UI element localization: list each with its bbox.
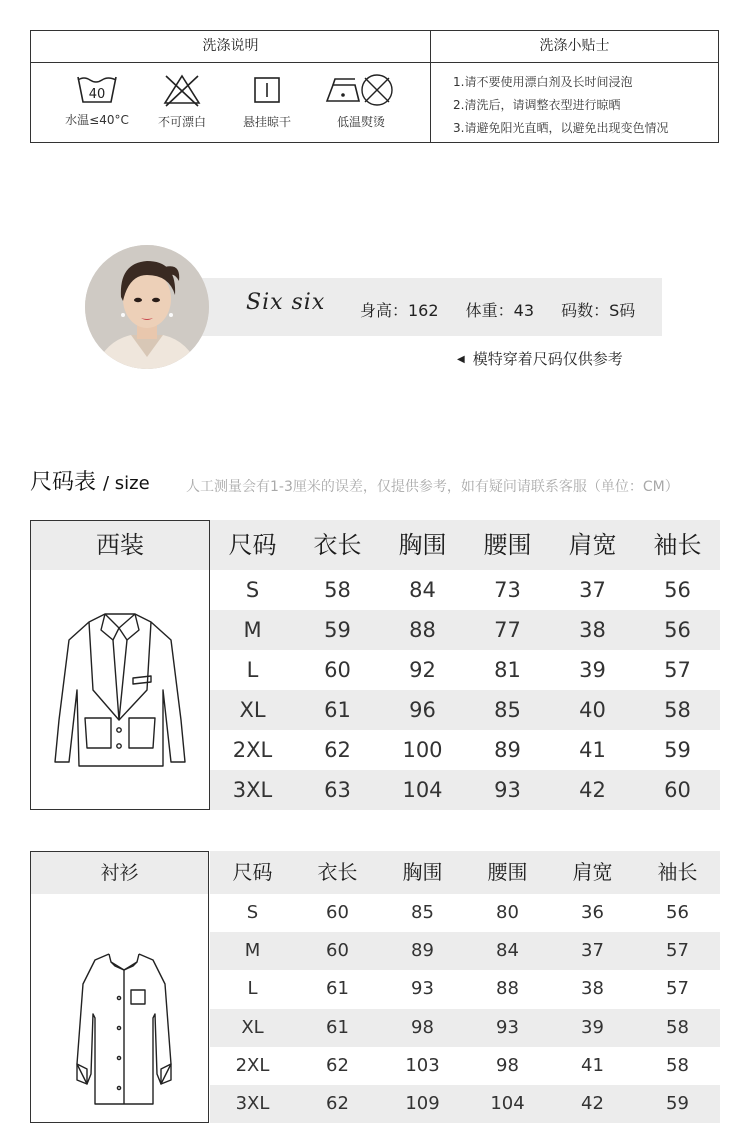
suit-header-row <box>210 520 720 570</box>
table-row <box>210 730 720 770</box>
wash-tip: 1.请不要使用漂白剂及长时间浸泡 <box>453 75 633 89</box>
table-cell: 38 <box>579 618 606 642</box>
table-cell: 88 <box>409 618 436 642</box>
table-row <box>210 970 720 1008</box>
table-cell: 61 <box>326 1016 349 1038</box>
table-cell: 39 <box>579 658 606 682</box>
table-cell: S <box>245 578 260 602</box>
table-cell: M <box>243 618 262 642</box>
model-stats <box>360 298 657 321</box>
column-header: 衣长 <box>317 860 358 884</box>
table-cell: 57 <box>666 940 689 962</box>
table-cell: 93 <box>494 778 521 802</box>
care-item-hang-dry <box>222 73 312 130</box>
table-row <box>210 650 720 690</box>
size-chart-title <box>30 465 150 496</box>
care-item-low-iron <box>316 73 406 130</box>
table-cell: 85 <box>494 698 521 722</box>
care-label-wash: 水温≤40°C <box>65 113 129 127</box>
table-cell: 57 <box>664 658 691 682</box>
table-cell: 59 <box>666 1093 689 1114</box>
table-row <box>210 570 720 610</box>
model-weight: 体重：43 <box>465 301 535 320</box>
table-cell: 3XL <box>235 1093 270 1114</box>
column-header: 肩宽 <box>572 860 613 884</box>
table-cell: 104 <box>402 778 443 802</box>
table-cell: 41 <box>579 738 606 762</box>
table-row <box>210 894 720 932</box>
wash-instructions-title: 洗涤说明 <box>31 31 430 63</box>
model-size: 码数：S码 <box>561 301 636 320</box>
table-cell: 3XL <box>232 778 273 802</box>
size-measure-note: 人工测量会有1-3厘米的误差，仅提供参考，如有疑问请联系客服（单位：CM） <box>186 479 679 495</box>
shirt-illustration <box>31 894 208 1122</box>
column-header: 胸围 <box>398 531 447 559</box>
table-cell: 39 <box>581 1016 604 1038</box>
table-cell: 77 <box>494 618 521 642</box>
shirt-header-row <box>210 851 720 894</box>
model-portrait-image <box>85 245 209 369</box>
table-cell: M <box>244 940 261 962</box>
table-cell: 60 <box>324 658 351 682</box>
shirt-category-box <box>30 851 209 1123</box>
table-row <box>210 690 720 730</box>
wash-tips-list <box>453 71 668 140</box>
table-cell: 80 <box>496 902 519 923</box>
suit-size-table <box>210 520 720 810</box>
column-header: 袖长 <box>653 531 702 559</box>
table-row <box>210 610 720 650</box>
care-instructions-panel <box>30 30 719 143</box>
table-cell: 2XL <box>232 738 273 762</box>
table-cell: 58 <box>664 698 691 722</box>
table-cell: 73 <box>494 578 521 602</box>
wash-instructions-section <box>31 31 431 142</box>
table-cell: 59 <box>324 618 351 642</box>
table-cell: 56 <box>664 578 691 602</box>
table-cell: L <box>246 658 259 682</box>
blazer-icon <box>31 570 209 809</box>
column-header: 尺码 <box>228 531 277 559</box>
care-label-hang-dry: 悬挂晾干 <box>242 115 291 129</box>
table-cell: 60 <box>326 940 349 962</box>
table-cell: XL <box>241 1016 264 1038</box>
suit-illustration <box>31 570 209 809</box>
table-cell: 84 <box>409 578 436 602</box>
table-cell: 57 <box>666 978 689 1000</box>
table-cell: 42 <box>579 778 606 802</box>
table-row <box>210 1009 720 1047</box>
table-cell: 56 <box>666 902 689 923</box>
table-row <box>210 1085 720 1123</box>
table-cell: 103 <box>405 1054 440 1076</box>
model-height: 身高：162 <box>360 301 439 320</box>
table-cell: 40 <box>579 698 606 722</box>
table-cell: 60 <box>664 778 691 802</box>
wash-tips-title: 洗涤小贴士 <box>431 31 718 63</box>
no-bleach-icon <box>160 73 204 107</box>
table-cell: 58 <box>666 1054 689 1076</box>
table-cell: 61 <box>324 698 351 722</box>
table-cell: 98 <box>411 1016 434 1038</box>
table-cell: 89 <box>494 738 521 762</box>
table-cell: 89 <box>411 940 434 962</box>
table-row <box>210 1047 720 1085</box>
table-cell: 38 <box>581 978 604 1000</box>
size-title-sub: / size <box>103 473 150 494</box>
model-avatar <box>85 245 209 369</box>
table-cell: 62 <box>326 1054 349 1076</box>
column-header: 衣长 <box>313 531 362 559</box>
low-iron-icon <box>325 73 397 107</box>
table-cell: 61 <box>326 978 349 1000</box>
table-cell: 104 <box>490 1093 525 1114</box>
table-cell: 59 <box>664 738 691 762</box>
hang-dry-icon <box>245 73 289 107</box>
table-cell: 58 <box>666 1016 689 1038</box>
column-header: 胸围 <box>402 860 443 884</box>
table-cell: 85 <box>411 902 434 923</box>
care-icons-row <box>31 73 430 143</box>
table-cell: 37 <box>579 578 606 602</box>
table-cell: S <box>246 902 259 923</box>
table-cell: 42 <box>581 1093 604 1114</box>
care-item-no-bleach <box>137 73 227 130</box>
table-cell: 81 <box>494 658 521 682</box>
table-cell: 41 <box>581 1054 604 1076</box>
table-row <box>210 770 720 810</box>
suit-category-box <box>30 520 210 810</box>
care-label-no-bleach: 不可漂白 <box>157 115 206 129</box>
table-cell: 62 <box>326 1093 349 1114</box>
table-cell: 109 <box>405 1093 440 1114</box>
table-cell: 98 <box>496 1054 519 1076</box>
size-title-main: 尺码表 <box>30 470 97 495</box>
shirt-category-label: 衬衫 <box>31 852 208 894</box>
table-cell: 92 <box>409 658 436 682</box>
table-cell: XL <box>239 698 266 722</box>
shirt-size-table <box>210 851 720 1123</box>
table-cell: 36 <box>581 902 604 923</box>
wash-tips-section <box>431 31 718 142</box>
table-cell: L <box>247 978 258 1000</box>
wash-temp-number: 40 <box>88 87 106 102</box>
column-header: 腰围 <box>487 860 528 884</box>
shirt-icon <box>31 894 208 1122</box>
suit-category-label: 西装 <box>31 521 209 570</box>
table-cell: 88 <box>496 978 519 1000</box>
care-item-wash <box>52 73 142 128</box>
table-cell: 100 <box>402 738 443 762</box>
column-header: 袖长 <box>657 860 698 884</box>
wash-40-icon <box>75 73 119 105</box>
table-cell: 56 <box>664 618 691 642</box>
table-row <box>210 932 720 970</box>
column-header: 肩宽 <box>568 531 617 559</box>
table-cell: 2XL <box>235 1054 270 1076</box>
table-cell: 58 <box>324 578 351 602</box>
table-cell: 93 <box>411 978 434 1000</box>
table-cell: 84 <box>496 940 519 962</box>
model-note <box>457 348 623 369</box>
table-cell: 96 <box>409 698 436 722</box>
column-header: 尺码 <box>232 860 273 884</box>
column-header: 腰围 <box>483 531 532 559</box>
model-note-text: 模特穿着尺码仅供参考 <box>472 350 623 368</box>
table-cell: 60 <box>326 902 349 923</box>
model-signature: Six six <box>246 290 326 315</box>
table-cell: 37 <box>581 940 604 962</box>
wash-tip: 2.清洗后，请调整衣型进行晾晒 <box>453 98 621 112</box>
table-cell: 62 <box>324 738 351 762</box>
wash-tip: 3.请避免阳光直晒，以避免出现变色情况 <box>453 121 669 135</box>
left-triangle-icon: ◀ <box>457 354 465 365</box>
care-label-low-iron: 低温熨烫 <box>336 115 385 129</box>
table-cell: 63 <box>324 778 351 802</box>
table-cell: 93 <box>496 1016 519 1038</box>
